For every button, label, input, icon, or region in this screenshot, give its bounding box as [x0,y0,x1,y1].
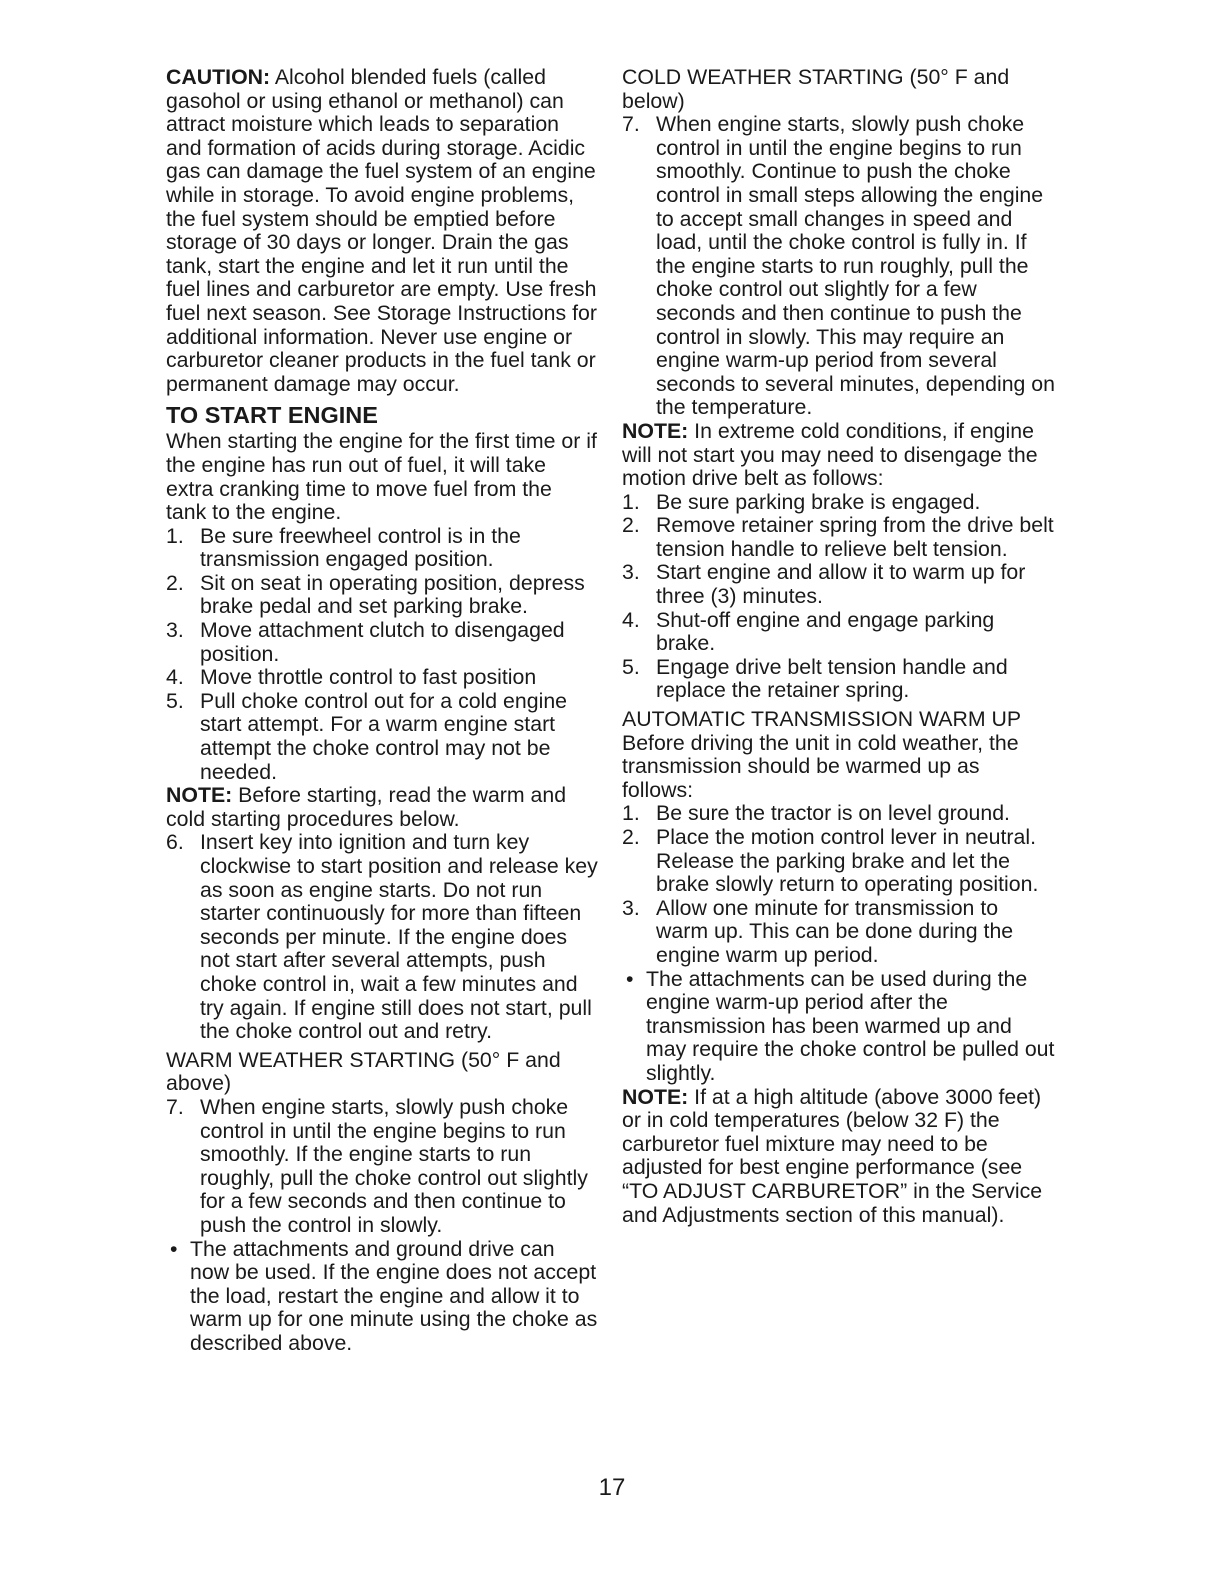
auto-transmission-intro: Before driving the unit in cold weather, the transmission should be warmed up as follows: [622,730,1019,802]
step-text: Shut-off engine and engage parking brake. [656,607,995,656]
right-column [622,66,1056,1227]
note-paragraph [622,1086,1056,1228]
bullet-text: The attachments can be used during the engine warm-up period after the transmission has been warmed up and may require the choke control be pulled out slightly. [646,966,1055,1085]
cold-weather-heading: COLD WEATHER STARTING (50° F and below) [622,65,1010,113]
step-text: Insert key into ignition and turn key clockwise to start position and release key as soon as engine starts. Do not run starter continuously for more than fifteen seconds per minute. If the engine does not start after several attempts, push choke control in, wait a few minutes and try again. If engine still does not start, pull the choke control out and retry. [200,830,598,1044]
list-item [166,1238,598,1356]
list-item [622,609,1056,656]
step-text: Engage drive belt tension handle and replace the retainer spring. [656,654,1008,703]
step-number: 4. [622,607,640,632]
auto-transmission-steps [622,802,1056,967]
list-item [166,525,598,572]
step-text: Be sure freewheel control is in the transmission engaged position. [200,523,521,572]
to-start-engine-heading: TO START ENGINE [166,402,378,429]
list-item [622,514,1056,561]
step-text: Place the motion control lever in neutral. Release the parking brake and let the brake slowly return to operating position. [656,825,1039,897]
note-paragraph [622,420,1056,491]
step-number: 3. [166,618,184,643]
list-item [622,968,1056,1086]
list-item [166,666,598,690]
step-text: Remove retainer spring from the drive belt tension handle to relieve belt tension. [656,513,1054,561]
list-item [166,619,598,666]
step-number: 1. [622,801,640,826]
list-item [622,491,1056,515]
list-item [166,572,598,619]
belt-steps-list [622,491,1056,703]
step-text: Allow one minute for transmission to warm up. This can be done during the engine warm up period. [656,895,1014,967]
bullet-text: The attachments and ground drive can now be used. If the engine does not accept the load, restart the engine and allow it to warm up for one minute using the choke as described above. [190,1236,598,1355]
step-six-list [166,831,598,1043]
note-label: NOTE: [166,783,233,808]
step-number: 2. [622,825,640,849]
note-text: In extreme cold conditions, if engine will not start you may need to disengage the motion drive belt as follows: [622,418,1038,491]
warm-weather-bullets [166,1238,598,1356]
warm-weather-heading: WARM WEATHER STARTING (50° F and above) [166,1047,561,1096]
auto-transmission-bullets [622,968,1056,1086]
step-number: 7. [622,112,640,137]
auto-transmission-heading: AUTOMATIC TRANSMISSION WARM UP [622,707,1022,732]
list-item [166,1096,598,1238]
step-text: Start engine and allow it to warm up for three (3) minutes. [656,560,1026,609]
step-number: 2. [166,570,184,595]
cold-weather-list [622,113,1056,420]
step-text: When engine starts, slowly push choke control in until the engine begins to run smoothly. Continue to push the choke control in small steps allowing the engine to accept small changes in speed and load, until the choke control is fully in. If the engine starts to run roughly, pull the choke control out slightly for a few seconds and then continue to push the control in slowly. This may require an engine warm-up period from several seconds to several minutes, depending on the temperature. [656,112,1055,420]
step-number: 4. [166,665,184,690]
step-number: 5. [166,688,184,713]
list-item [622,656,1056,703]
caution-text: Alcohol blended fuels (called gasohol or using ethanol or methanol) can attract moisture which leads to separation and formation of acids during storage. Acidic gas can damage the fuel system of an engine while in storage. To avoid engine problems, the fuel system should be emptied before storage of 30 days or longer. Drain the gas tank, start the engine and let it run until the fuel lines and carburetor are empty. Use fresh fuel next season. See Storage Instructions for additional information. Never use engine or carburetor cleaner products in the fuel tank or permanent damage may occur. [166,65,597,396]
step-number: 5. [622,654,640,679]
step-text: Sit on seat in operating position, depress brake pedal and set parking brake. [200,570,585,619]
step-number: 3. [622,895,640,920]
note-label: NOTE: [622,1084,689,1109]
step-text: Move throttle control to fast position [200,665,537,690]
step-text: Be sure parking brake is engaged. [656,489,981,514]
list-item [166,690,598,784]
list-item [622,802,1056,826]
bullet-icon: • [170,1236,178,1261]
note-paragraph [166,784,598,831]
note-text: Before starting, read the warm and cold starting procedures below. [166,783,567,831]
bullet-icon: • [626,966,634,991]
step-text: Be sure the tractor is on level ground. [656,801,1010,826]
list-item [622,561,1056,608]
list-item [166,831,598,1043]
start-steps-list [166,525,598,785]
step-number: 6. [166,830,184,855]
step-text: Move attachment clutch to disengaged position. [200,618,565,666]
step-text: Pull choke control out for a cold engine start attempt. For a warm engine start attempt the choke control may not be needed. [200,688,568,784]
page-number: 17 [598,1474,626,1501]
caution-paragraph [166,66,598,396]
note-label: NOTE: [622,418,689,443]
list-item [622,897,1056,968]
step-number: 3. [622,560,640,585]
warm-weather-list [166,1096,598,1238]
step-number: 2. [622,513,640,538]
note-text: If at a high altitude (above 3000 feet) or in cold temperatures (below 32 F) the carburetor fuel mixture may need to be adjusted for best engine performance (see “TO ADJUST CARBURETOR” in the Service and Adjustments section of this manual). [622,1084,1043,1227]
caution-label: CAUTION: [166,65,271,89]
list-item [622,113,1056,420]
start-intro: When starting the engine for the first time or if the engine has run out of fuel, it will take extra cranking time to move fuel from the tank to the engine. [166,429,597,525]
step-number: 7. [166,1094,184,1119]
list-item [622,826,1056,897]
step-number: 1. [166,523,184,548]
left-column [166,66,598,1355]
step-number: 1. [622,489,640,514]
step-text: When engine starts, slowly push choke control in until the engine begins to run smoothly. If the engine starts to run roughly, pull the choke control out slightly for a few seconds and then continue to push the control in slowly. [200,1094,588,1237]
